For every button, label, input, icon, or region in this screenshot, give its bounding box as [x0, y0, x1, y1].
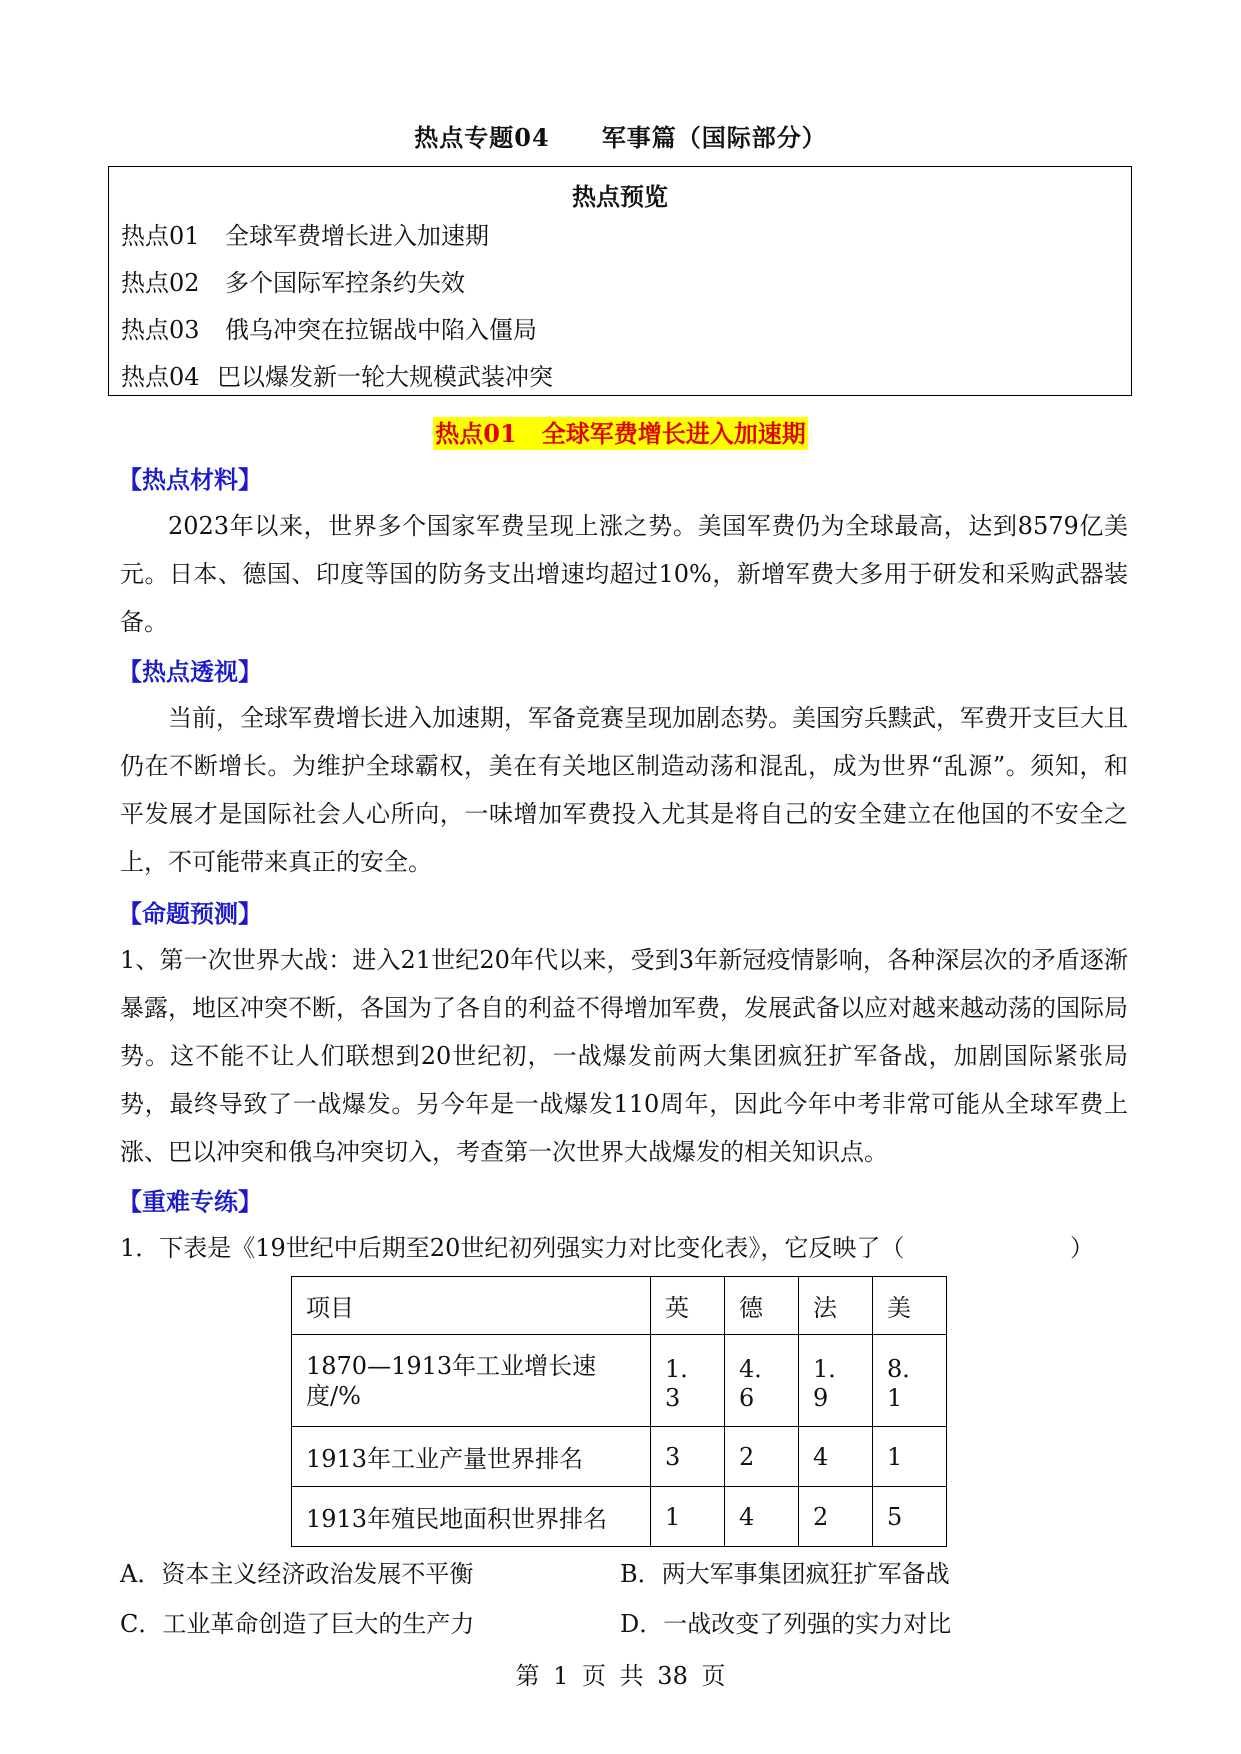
- table-cell: 5: [873, 1487, 947, 1547]
- preview-item-text: 全球军费增长进入加速期: [225, 222, 489, 250]
- hotspot-banner-text: 热点01 全球军费增长进入加速期: [435, 419, 806, 448]
- comparison-table: [291, 1276, 947, 1547]
- table-cell: 2: [799, 1487, 873, 1547]
- preview-item-text: 巴以爆发新一轮大规模武装冲突: [217, 363, 553, 391]
- preview-item-number: 热点03: [121, 316, 200, 344]
- table-cell: 8．1: [873, 1335, 947, 1427]
- option-b[interactable]: B．两大军事集团疯狂扩军备战: [620, 1560, 950, 1588]
- title-subject: 军事篇（国际部分）: [601, 123, 827, 152]
- section-title-material: 【热点材料】: [118, 466, 262, 494]
- section-title-insight: 【热点透视】: [118, 658, 262, 686]
- preview-box: [108, 166, 1132, 396]
- prediction-paragraph: 1、第一次世界大战：进入21世纪20年代以来，受到3年新冠疫情影响，各种深层次的矛盾逐渐暴露，地区冲突不断，各国为了各自的利益不得增加军费，发展武备以应对越来越动荡的国际局势。这不能不让人们联想到20世纪初，一战爆发前两大集团疯狂扩军备战，加剧国际紧张局势，最终导致了一战爆发。另今年是一战爆发110周年，因此今年中考非常可能从全球军费上涨、巴以冲突和俄乌冲突切入，考查第一次世界大战爆发的相关知识点。: [120, 946, 1128, 1166]
- table-cell: 4．6: [725, 1335, 799, 1427]
- hotspot-banner: [0, 414, 1241, 449]
- section-title-practice: 【重难专练】: [118, 1188, 262, 1216]
- table-cell: 1913年殖民地面积世界排名: [292, 1487, 651, 1547]
- table-header-row: [292, 1277, 947, 1335]
- preview-item: [109, 307, 1131, 354]
- table-header-cell: 英: [651, 1277, 725, 1335]
- preview-item-number: 热点02: [121, 269, 200, 297]
- table-header-cell: 法: [799, 1277, 873, 1335]
- preview-item-number: 热点01: [121, 222, 200, 250]
- table-cell: 2: [725, 1427, 799, 1487]
- table-cell: 1．9: [799, 1335, 873, 1427]
- section-title-prediction: 【命题预测】: [118, 900, 262, 928]
- preview-item: [109, 260, 1131, 307]
- title-topic: 热点专题04: [414, 123, 550, 152]
- table-cell: 1: [873, 1427, 947, 1487]
- table-row: [292, 1487, 947, 1547]
- option-d[interactable]: D．一战改变了列强的实力对比: [620, 1610, 952, 1638]
- preview-item-number: 热点04: [121, 363, 200, 391]
- option-a[interactable]: A．资本主义经济政治发展不平衡: [120, 1560, 474, 1588]
- table-cell: 4: [799, 1427, 873, 1487]
- table-row: [292, 1427, 947, 1487]
- table-cell: 1913年工业产量世界排名: [292, 1427, 651, 1487]
- page-footer: 第 1 页 共 38 页: [515, 1662, 726, 1690]
- table-cell: 3: [651, 1427, 725, 1487]
- document-title: [0, 118, 1241, 153]
- table-cell: 4: [725, 1487, 799, 1547]
- table-header-cell: 美: [873, 1277, 947, 1335]
- preview-item-text: 俄乌冲突在拉锯战中陷入僵局: [225, 316, 537, 344]
- table-header-cell: 德: [725, 1277, 799, 1335]
- table-cell: 1．3: [651, 1335, 725, 1427]
- answer-blank-close: ）: [1070, 1234, 1094, 1262]
- insight-paragraph: 当前，全球军费增长进入加速期，军备竞赛呈现加剧态势。美国穷兵黩武，军费开支巨大且仍在不断增长。为维护全球霸权，美在有关地区制造动荡和混乱，成为世界“乱源”。须知，和平发展才是国际社会人心所向，一味增加军费投入尤其是将自己的安全建立在他国的不安全之上，不可能带来真正的安全。: [120, 704, 1128, 876]
- preview-item: [109, 213, 1131, 260]
- preview-item: [109, 354, 1131, 401]
- option-c[interactable]: C．工业革命创造了巨大的生产力: [120, 1610, 475, 1638]
- material-paragraph: 2023年以来，世界多个国家军费呈现上涨之势。美国军费仍为全球最高，达到8579亿美元。日本、德国、印度等国的防务支出增速均超过10%，新增军费大多用于研发和采购武器装备。: [120, 512, 1128, 636]
- question-stem: [120, 1228, 1130, 1263]
- table-cell: 1870—1913年工业增长速度/%: [292, 1335, 651, 1427]
- table-row: [292, 1335, 947, 1427]
- table-cell: 1: [651, 1487, 725, 1547]
- preview-item-text: 多个国际军控条约失效: [225, 269, 465, 297]
- question-text: 1．下表是《19世纪中后期至20世纪初列强实力对比变化表》，它反映了（: [120, 1234, 905, 1262]
- preview-heading: 热点预览: [572, 182, 668, 211]
- table-header-cell: 项目: [292, 1277, 651, 1335]
